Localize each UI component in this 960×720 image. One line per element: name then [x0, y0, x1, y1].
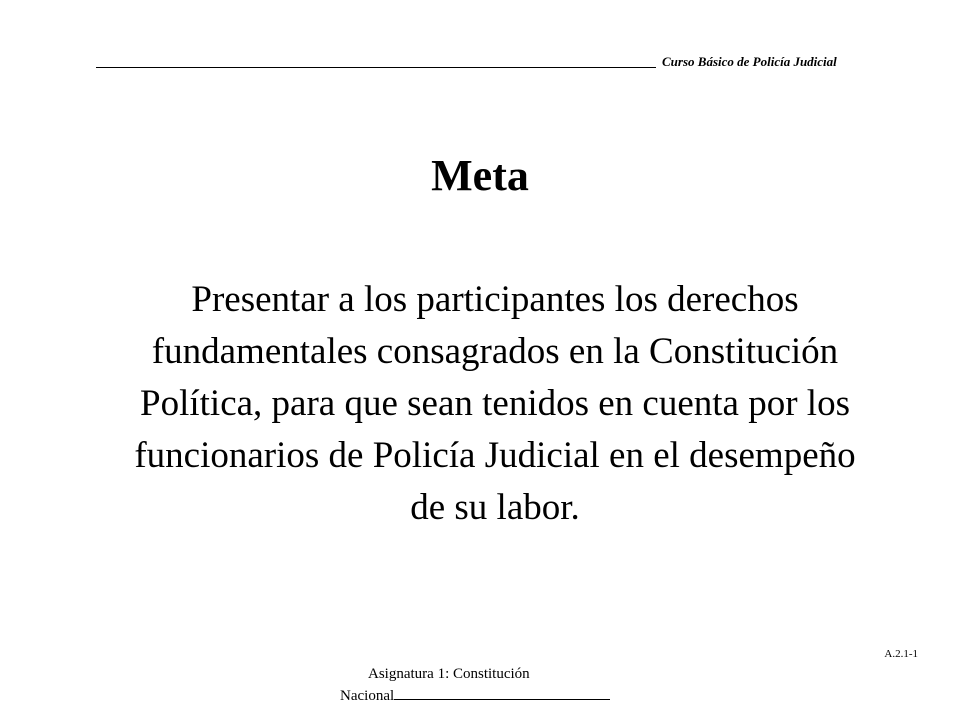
slide-body-text: Presentar a los participantes los derechos fundamentales consagrados en la Constitución Política, para que sean tenidos en cuenta por los funcionarios de Policía Judicial en el desempeño de su labor.	[134, 279, 856, 528]
header-rule	[96, 67, 656, 68]
footer-subject-line: Asignatura 1: Constitución	[368, 666, 530, 682]
footer-subject-word: Nacional	[340, 688, 395, 704]
course-title: Curso Básico de Policía Judicial	[662, 54, 837, 69]
slide-number: A.2.1-1	[884, 648, 918, 660]
footer-underline	[394, 685, 610, 700]
footer-subject-continuation	[340, 685, 640, 707]
slide-title: Meta	[431, 151, 529, 200]
footer	[340, 664, 640, 707]
